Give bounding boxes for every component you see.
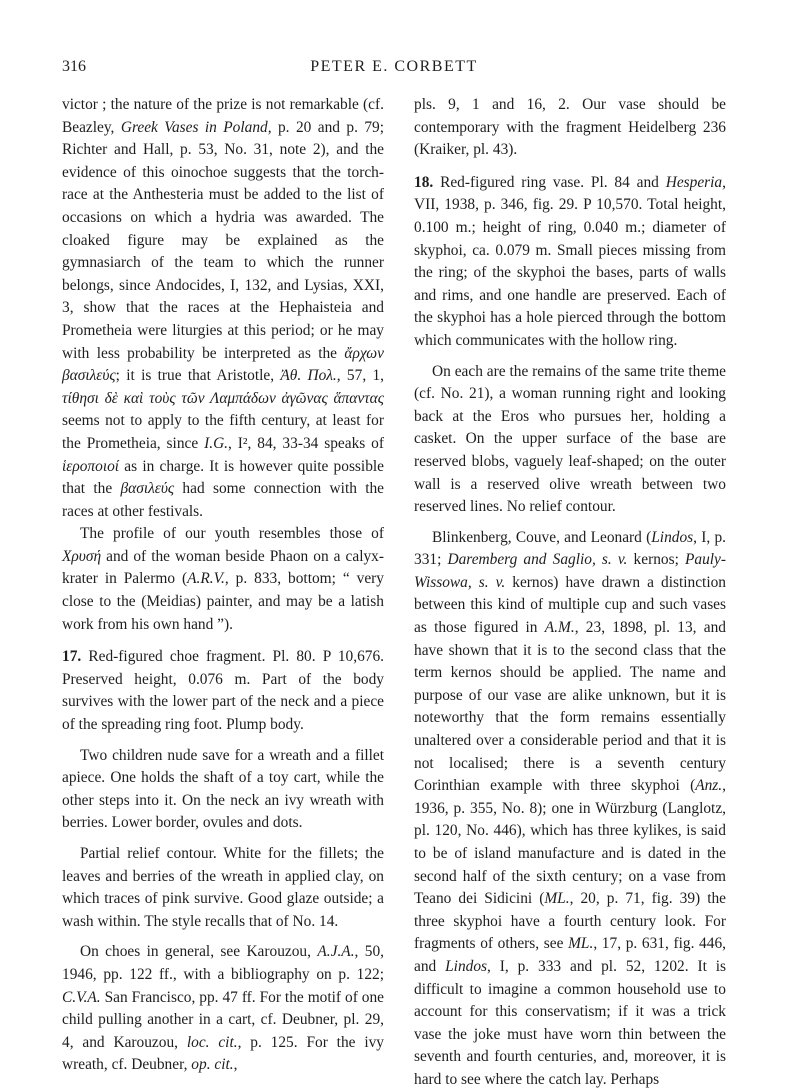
paragraph-children: Two children nude save for a wreath and a fillet apiece. One holds the shaft of a toy cart, while the other steps into it. On the neck an ivy wreath with berries. Lower border, ovules and dots. (62, 746, 384, 832)
running-head: PETER E. CORBETT (310, 58, 478, 75)
paragraph-relief-contour: Partial relief contour. White for the fillets; the leaves and berries of the wreath in applied clay, on which traces of pink survive. Good glaze outside; a wash within. The style recalls that of No. 14. (62, 845, 384, 930)
paragraph-trite-theme: On each are the remains of the same trite theme (cf. No. 21), a woman running right and looking back at the Eros who pursues her, holding a casket. On the upper surface of the base are reserved blobs, vaguely leaf-shaped; on the outer wall is a reserved olive wreath between two reserved lines. No relief contour. (414, 362, 726, 516)
paragraph-continuation: pls. 9, 1 and 16, 2. Our vase should be contemporary with the fragment Heidelberg 236 (Kraiker, pl. 43). (414, 96, 726, 159)
right-column (414, 94, 726, 1092)
left-column (62, 94, 384, 1077)
entry-18: 18. Red-figured ring vase. Pl. 84 and Hesperia, VII, 1938, p. 346, fig. 29. P 10,570. Total height, 0.100 m.; height of ring, 0.040 m.; diameter of skyphoi, ca. 0.079 m. Small pieces missing from the ring; of the skyphoi the bases, parts of walls and rims, and one handle are preserved. Each of the skyphoi has a hole pierced through the bottom which communicates with the hollow ring. (414, 173, 726, 349)
entry-number: 18. (414, 173, 434, 191)
paragraph-choes: On choes in general, see Karouzou, A.J.A., 50, 1946, pp. 122 ff., with a bibliography on p. 122; C.V.A. San Francisco, pp. 47 ff. For the motif of one child pulling another in a cart, cf. Deubner, pl. 29, 4, and Karouzou, loc. cit., p. 125. For the ivy wreath, cf. Deubner, op. cit., (62, 943, 385, 1074)
entry-number: 17. (62, 648, 82, 666)
page-number: 316 (62, 58, 86, 75)
page-header (62, 58, 726, 82)
paragraph-profile: The profile of our youth resembles those of Χρυσή and of the woman beside Phaon on a calyx-krater in Palermo (A.R.V., p. 833, bottom; “ very close to the (Meidias) painter, and may be a latish work from his own hand ”). (62, 525, 384, 633)
entry-17: 17. Red-figured choe fragment. Pl. 80. P 10,676. Preserved height, 0.076 m. Part of the body survives with the lower part of the neck and a piece of the spreading ring foot. Plump body. (62, 648, 384, 734)
paragraph-kernos: Blinkenberg, Couve, and Leonard (Lindos, I, p. 331; Daremberg and Saglio, s. v. kernos; Pauly-Wissowa, s. v. kernos) have drawn a distinction between this kind of multiple cup and such vases as those figured in A.M., 23, 1898, pl. 13, and have shown that it is to the second class that the term kernos should be applied. The name and purpose of our vase are alike unknown, but it is noteworthy that the form remains essentially unaltered over a considerable period and that it is not localised; there is a seventh century Corinthian example with three skyphoi (Anz., 1936, p. 355, No. 8); one in Würzburg (Langlotz, pl. 120, No. 446), which has three kylikes, is said to be of island manufacture and is dated in the second half of the sixth century; on a vase from Teano dei Sidicini (ML., 20, p. 71, fig. 39) the three skyphoi have a fourth century look. For fragments of others, see ML., 17, p. 631, fig. 446, and Lindos, I, p. 333 and pl. 52, 1202. It is difficult to imagine a common household use to account for this conservatism; if it was a trick vase the joke must have worn thin between the seventh and fourth centuries, and, moreover, it is hard to see where the catch lay. Perhaps (414, 528, 727, 1088)
paragraph-torch-race: victor ; the nature of the prize is not remarkable (cf. Beazley, Greek Vases in Poland, p. 20 and p. 79; Richter and Hall, p. 53, No. 31, note 2), and the evidence of this oinochoe suggests that the torch-race at the Anthesteria must be added to the list of occasions on which a hydria was awarded. The cloaked figure may be explained as the gymnasiarch of the team to which the runner belongs, since Andocides, I, 132, and Lysias, XXI, 3, show that the races at the Hephaisteia and Prometheia were liturgies at this period; or he may with less probability be interpreted as the ἄρχων βασιλεύς; it is true that Aristotle, Ἀθ. Πολ., 57, 1, τίθησι δὲ καὶ τοὺς τῶν Λαμπάδων ἀγῶνας ἅπαντας seems not to apply to the fifth century, at least for the Prometheia, since I.G., I², 84, 33-34 speaks of ἱεροποιοί as in charge. It is however quite possible that the βασιλεύς had some connection with the races at other festivals. (62, 96, 385, 520)
